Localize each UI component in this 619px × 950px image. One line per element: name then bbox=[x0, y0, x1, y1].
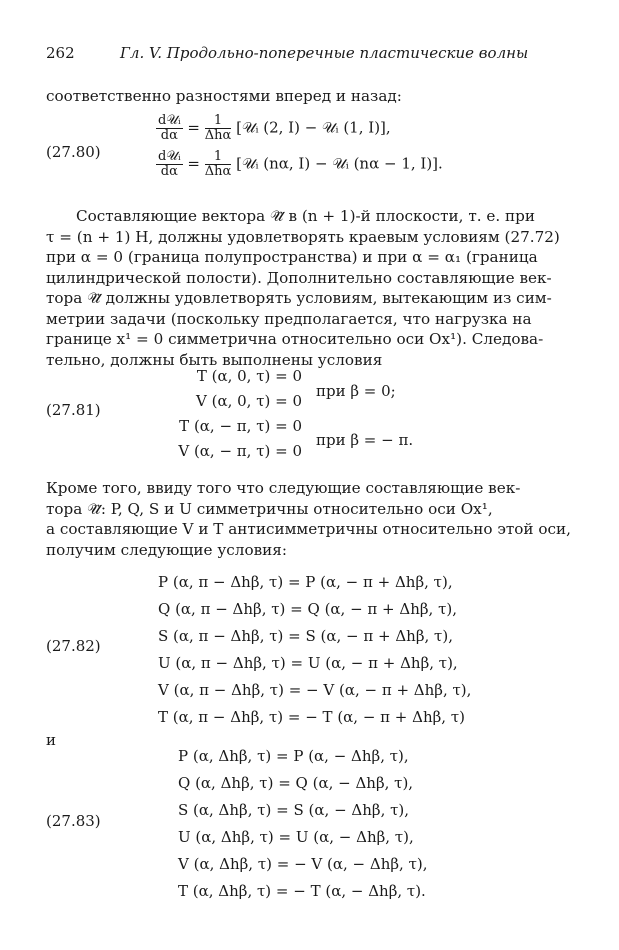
equation-27-81-block bbox=[170, 364, 302, 464]
equation-27-83-row: T (α, Δhβ, τ) = − T (α, − Δhβ, τ). bbox=[178, 882, 426, 900]
equation-27-82-row: P (α, π − Δhβ, τ) = P (α, − π + Δhβ, τ), bbox=[158, 573, 453, 591]
equation-27-83-row: P (α, Δhβ, τ) = P (α, − Δhβ, τ), bbox=[178, 747, 409, 765]
equation-27-83-row: S (α, Δhβ, τ) = S (α, − Δhβ, τ), bbox=[178, 801, 410, 819]
derivative-fraction: $\frac{\text{d𝒰ᵢ}}{d\alpha}$ bbox=[158, 113, 181, 143]
equation-27-80-row-2: $\frac{\text{d𝒰ᵢ}}{d\alpha}$ = $\frac{1}{\text{Δhα}}$ [𝒰ᵢ (nα, I) − 𝒰ᵢ (nα − 1, I)]. bbox=[158, 149, 443, 179]
equation-label-27-80: (27.80) bbox=[46, 143, 101, 161]
condition-beta-zero: при β = 0; bbox=[316, 382, 396, 400]
equation-27-83-row: Q (α, Δhβ, τ) = Q (α, − Δhβ, τ), bbox=[178, 774, 414, 792]
equation-label-27-83: (27.83) bbox=[46, 812, 101, 830]
paragraph-boundary-conditions: Составляющие вектора 𝒰⃗ в (n + 1)-й плоскости, т. е. при τ = (n + 1) H, должны удовлетворять краевым условиям (27.72) при α = 0 (граница полупространства) и при α = α₁ (граница цилиндрической полости). Дополнительно составляющие век- тора 𝒰⃗ должны удовлетворять условиям, вытекающим из сим- метрии задачи (поскольку предполагается, что нагрузка на границе x¹ = 0 симметрична относительно оси Ox¹). Следова- тельно, должны быть выполнены условия bbox=[46, 207, 560, 369]
page-number: 262 bbox=[46, 44, 75, 62]
equation-27-83-row: U (α, Δhβ, τ) = U (α, − Δhβ, τ), bbox=[178, 828, 414, 846]
equation-27-82-block bbox=[158, 569, 471, 731]
equation-27-82-row: S (α, π − Δhβ, τ) = S (α, − π + Δhβ, τ), bbox=[158, 627, 453, 645]
equation-27-82-row: T (α, π − Δhβ, τ) = − T (α, − π + Δhβ, τ) bbox=[158, 708, 465, 726]
equation-27-83-row: V (α, Δhβ, τ) = − V (α, − Δhβ, τ), bbox=[178, 855, 428, 873]
equation-27-82-row: Q (α, π − Δhβ, τ) = Q (α, − π + Δhβ, τ), bbox=[158, 600, 458, 618]
step-fraction: $\frac{1}{\text{Δhα}}$ bbox=[204, 149, 232, 179]
conjunction-and: и bbox=[46, 731, 56, 749]
paragraph-symmetry: Кроме того, ввиду того что следующие составляющие век- тора 𝒰⃗: P, Q, S и U симметричны относительно оси Ox¹, а составляющие V и T антисимметричны относительно этой оси, получим следующие условия: bbox=[46, 479, 571, 559]
equation-27-81-row: V (α, 0, τ) = 0 bbox=[196, 392, 302, 410]
equation-27-83-block bbox=[178, 743, 428, 905]
equation-27-81-row: T (α, 0, τ) = 0 bbox=[196, 367, 302, 385]
equation-27-82-row: U (α, π − Δhβ, τ) = U (α, − π + Δhβ, τ), bbox=[158, 654, 458, 672]
equation-27-80-row-1: $\frac{\text{d𝒰ᵢ}}{d\alpha}$ = $\frac{1}{\text{Δhα}}$ [𝒰ᵢ (2, I) − 𝒰ᵢ (1, I)], bbox=[158, 113, 391, 143]
equation-27-82-row: V (α, π − Δhβ, τ) = − V (α, − π + Δhβ, τ), bbox=[158, 681, 472, 699]
step-fraction: $\frac{1}{\text{Δhα}}$ bbox=[204, 113, 232, 143]
derivative-fraction: $\frac{\text{d𝒰ᵢ}}{d\alpha}$ bbox=[158, 149, 181, 179]
intro-text: соответственно разностями вперед и назад: bbox=[46, 87, 402, 105]
equation-27-81-row: V (α, − π, τ) = 0 bbox=[178, 442, 302, 460]
equation-27-81-row: T (α, − π, τ) = 0 bbox=[179, 417, 302, 435]
equation-label-27-82: (27.82) bbox=[46, 637, 101, 655]
page-header bbox=[0, 44, 619, 66]
running-title: Гл. V. Продольно-поперечные пластические волны bbox=[120, 44, 529, 62]
condition-beta-minus-pi: при β = − π. bbox=[316, 431, 414, 449]
equation-label-27-81: (27.81) bbox=[46, 401, 101, 419]
